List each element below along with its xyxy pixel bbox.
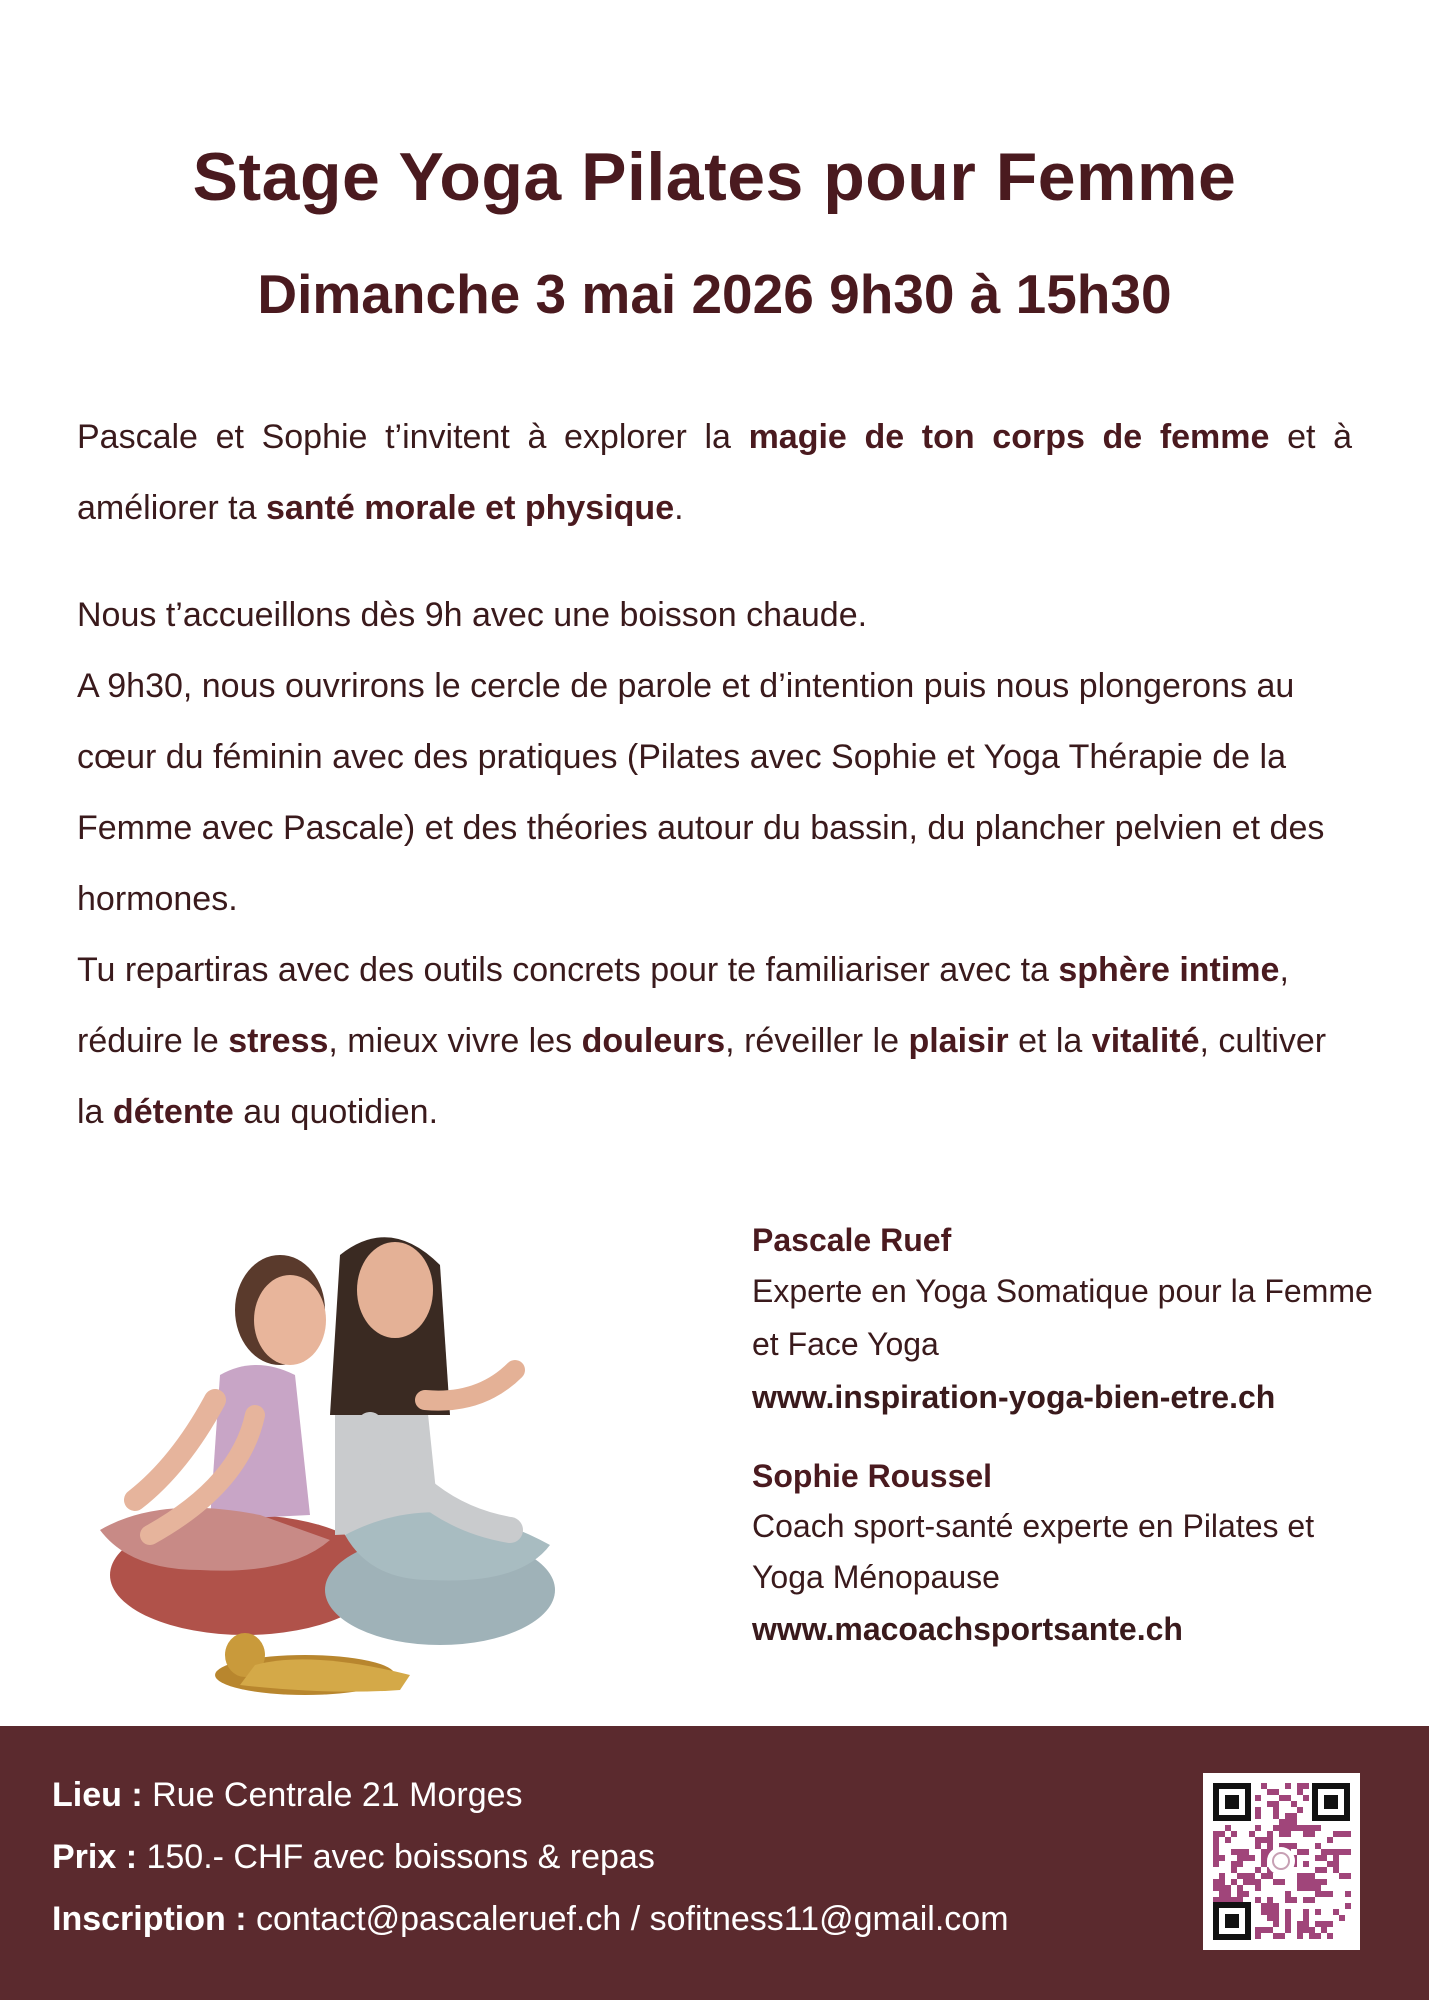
qr-module: [1303, 1873, 1309, 1879]
qr-module: [1333, 1831, 1339, 1837]
qr-module: [1279, 1825, 1285, 1831]
qr-module: [1267, 1843, 1273, 1849]
bio-website-link[interactable]: www.macoachsportsante.ch: [752, 1611, 1183, 1647]
qr-module: [1225, 1891, 1231, 1897]
qr-module: [1267, 1927, 1273, 1933]
qr-module: [1213, 1885, 1219, 1891]
qr-module: [1267, 1873, 1273, 1879]
qr-module: [1297, 1825, 1303, 1831]
qr-module: [1255, 1843, 1261, 1849]
qr-module: [1303, 1861, 1309, 1867]
qr-module: [1237, 1885, 1243, 1891]
qr-module: [1255, 1837, 1261, 1843]
qr-module: [1267, 1831, 1273, 1837]
qr-module: [1285, 1915, 1291, 1921]
qr-module: [1267, 1837, 1273, 1843]
qr-module: [1321, 1849, 1327, 1855]
qr-module: [1219, 1855, 1225, 1861]
qr-module: [1345, 1849, 1351, 1855]
qr-module: [1237, 1855, 1243, 1861]
qr-module: [1315, 1855, 1321, 1861]
qr-module: [1303, 1783, 1309, 1789]
qr-module: [1273, 1921, 1279, 1927]
intro-text: Pascale et Sophie t’invitent à explorer la: [77, 418, 749, 456]
qr-module: [1231, 1861, 1237, 1867]
info-value: contact@pascaleruef.ch / sofitness11@gmail.com: [246, 1900, 1009, 1938]
qr-module: [1273, 1915, 1279, 1921]
details-highlight: stress: [228, 1022, 329, 1060]
qr-module: [1297, 1927, 1303, 1933]
qr-module: [1243, 1849, 1249, 1855]
qr-module: [1249, 1879, 1255, 1885]
qr-module: [1327, 1861, 1333, 1867]
details-highlight: sphère intime: [1058, 951, 1280, 989]
intro-text: .: [674, 489, 684, 527]
details-text: Tu repartiras avec des outils concrets pour te familiariser avec ta: [77, 951, 1059, 989]
qr-module: [1267, 1909, 1273, 1915]
qr-module: [1303, 1897, 1309, 1903]
intro-highlight: magie de ton corps de femme: [748, 418, 1270, 456]
qr-module: [1249, 1873, 1255, 1879]
info-value: 150.- CHF avec boissons & repas: [137, 1838, 655, 1876]
qr-module: [1255, 1933, 1261, 1939]
bio-name: Sophie Roussel: [752, 1458, 993, 1494]
qr-module: [1303, 1885, 1309, 1891]
qr-module: [1237, 1861, 1243, 1867]
qr-module: [1303, 1909, 1309, 1915]
details-text: , cultiver la: [77, 1022, 1327, 1131]
qr-module: [1273, 1801, 1279, 1807]
qr-module: [1297, 1789, 1303, 1795]
qr-module: [1261, 1873, 1267, 1879]
qr-module: [1261, 1783, 1267, 1789]
qr-module: [1267, 1897, 1273, 1903]
qr-module: [1303, 1879, 1309, 1885]
qr-module: [1303, 1795, 1309, 1801]
qr-module: [1231, 1867, 1237, 1873]
details-benefits: [77, 935, 1352, 1148]
qr-module: [1345, 1873, 1351, 1879]
bio-sophie: [752, 1451, 1392, 1656]
qr-module: [1297, 1885, 1303, 1891]
qr-module: [1261, 1909, 1267, 1915]
qr-module: [1255, 1927, 1261, 1933]
details-highlight: plaisir: [908, 1022, 1009, 1060]
bio-website-link[interactable]: www.inspiration-yoga-bien-etre.ch: [752, 1379, 1276, 1415]
qr-module: [1219, 1873, 1225, 1879]
qr-module: [1279, 1795, 1285, 1801]
qr-module: [1231, 1879, 1237, 1885]
qr-module: [1273, 1933, 1279, 1939]
qr-module: [1345, 1903, 1351, 1909]
qr-module: [1303, 1915, 1309, 1921]
qr-module: [1309, 1933, 1315, 1939]
qr-module: [1279, 1879, 1285, 1885]
qr-module: [1255, 1825, 1261, 1831]
qr-module: [1333, 1909, 1339, 1915]
qr-module: [1339, 1873, 1345, 1879]
qr-module: [1285, 1819, 1291, 1825]
intro-paragraph: [77, 402, 1352, 544]
qr-code[interactable]: [1203, 1773, 1360, 1950]
qr-module: [1297, 1873, 1303, 1879]
details-highlight: vitalité: [1091, 1022, 1200, 1060]
qr-module: [1291, 1801, 1297, 1807]
qr-module: [1315, 1933, 1321, 1939]
qr-module: [1315, 1909, 1321, 1915]
qr-module: [1213, 1849, 1219, 1855]
qr-module: [1285, 1795, 1291, 1801]
qr-module: [1315, 1921, 1321, 1927]
qr-module: [1309, 1897, 1315, 1903]
qr-module: [1255, 1795, 1261, 1801]
qr-module: [1303, 1921, 1309, 1927]
qr-module: [1297, 1879, 1303, 1885]
qr-module: [1213, 1843, 1219, 1849]
qr-module: [1261, 1849, 1267, 1855]
bio-pascale: [752, 1215, 1392, 1424]
qr-module: [1273, 1825, 1279, 1831]
qr-module: [1273, 1879, 1279, 1885]
qr-module: [1219, 1885, 1225, 1891]
details-welcome: Nous t’accueillons dès 9h avec une boisson chaude.: [77, 596, 868, 634]
qr-module: [1213, 1861, 1219, 1867]
qr-module: [1321, 1855, 1327, 1861]
details-text: , réduire le: [77, 951, 1289, 1060]
qr-module: [1243, 1855, 1249, 1861]
qr-module: [1285, 1825, 1291, 1831]
qr-module: [1315, 1843, 1321, 1849]
qr-module: [1237, 1849, 1243, 1855]
qr-module: [1327, 1921, 1333, 1927]
qr-module: [1285, 1813, 1291, 1819]
qr-module: [1273, 1789, 1279, 1795]
qr-module: [1261, 1927, 1267, 1933]
qr-module: [1273, 1807, 1279, 1813]
qr-module: [1297, 1921, 1303, 1927]
qr-module: [1219, 1879, 1225, 1885]
qr-module: [1231, 1849, 1237, 1855]
details-paragraph: [77, 580, 1352, 1148]
qr-module: [1291, 1813, 1297, 1819]
qr-module: [1309, 1873, 1315, 1879]
qr-module: [1315, 1885, 1321, 1891]
qr-module: [1213, 1837, 1219, 1843]
qr-module: [1213, 1879, 1219, 1885]
details-highlight: détente: [112, 1093, 234, 1131]
qr-module: [1333, 1861, 1339, 1867]
qr-module: [1237, 1891, 1243, 1897]
details-text: et la: [1008, 1022, 1092, 1060]
qr-module: [1261, 1837, 1267, 1843]
qr-module: [1327, 1891, 1333, 1897]
qr-module: [1285, 1783, 1291, 1789]
intro-text: et à améliorer ta: [77, 418, 1352, 527]
qr-module: [1309, 1831, 1315, 1837]
qr-module: [1243, 1873, 1249, 1879]
qr-module: [1261, 1855, 1267, 1861]
qr-module: [1261, 1861, 1267, 1867]
qr-module: [1297, 1849, 1303, 1855]
qr-module: [1315, 1867, 1321, 1873]
qr-module: [1291, 1825, 1297, 1831]
qr-module: [1267, 1903, 1273, 1909]
qr-module: [1255, 1867, 1261, 1873]
qr-module: [1345, 1891, 1351, 1897]
qr-module: [1321, 1927, 1327, 1933]
qr-module: [1321, 1921, 1327, 1927]
qr-module: [1213, 1831, 1219, 1837]
qr-module: [1297, 1807, 1303, 1813]
qr-module: [1309, 1825, 1315, 1831]
qr-module: [1219, 1891, 1225, 1897]
qr-module: [1339, 1849, 1345, 1855]
info-location: [52, 1776, 523, 1815]
qr-module: [1213, 1855, 1219, 1861]
instructors-bios: [752, 1215, 1392, 1656]
info-label: Prix :: [52, 1838, 138, 1876]
qr-module: [1255, 1879, 1261, 1885]
qr-module: [1267, 1915, 1273, 1921]
qr-module: [1285, 1927, 1291, 1933]
info-label: Inscription :: [52, 1900, 247, 1938]
qr-module: [1291, 1897, 1297, 1903]
qr-module: [1291, 1819, 1297, 1825]
qr-module: [1261, 1903, 1267, 1909]
qr-module: [1315, 1891, 1321, 1897]
qr-module: [1255, 1897, 1261, 1903]
page-title: Stage Yoga Pilates pour Femme: [192, 139, 1237, 215]
qr-module: [1327, 1837, 1333, 1843]
details-text: , mieux vivre les: [328, 1022, 582, 1060]
details-text: , réveiller le: [725, 1022, 909, 1060]
qr-module: [1303, 1825, 1309, 1831]
qr-module: [1225, 1885, 1231, 1891]
bio-name: Pascale Ruef: [752, 1222, 952, 1258]
qr-module: [1321, 1879, 1327, 1885]
qr-module: [1321, 1867, 1327, 1873]
bio-description: Coach sport-santé experte en Pilates et Yoga Ménopause: [752, 1508, 1315, 1595]
qr-module: [1219, 1831, 1225, 1837]
qr-module: [1273, 1903, 1279, 1909]
qr-module: [1315, 1879, 1321, 1885]
qr-module: [1333, 1849, 1339, 1855]
details-text: au quotidien.: [233, 1093, 439, 1131]
qr-module: [1285, 1921, 1291, 1927]
instructors-photo: [80, 1185, 640, 1725]
qr-module: [1339, 1915, 1345, 1921]
qr-module: [1303, 1849, 1309, 1855]
qr-module: [1249, 1831, 1255, 1837]
qr-module: [1279, 1831, 1285, 1837]
qr-module: [1333, 1867, 1339, 1873]
details-program: A 9h30, nous ouvrirons le cercle de parole et d’intention puis nous plongerons au cœur du féminin avec des pratiques (Pilates avec Sophie et Yoga Thérapie de la Femme avec Pascale) et des théories autour du bassin, du plancher pelvien et des hormones.: [77, 667, 1325, 918]
qr-module: [1273, 1909, 1279, 1915]
qr-module: [1225, 1825, 1231, 1831]
info-price: [52, 1838, 655, 1877]
qr-module: [1285, 1909, 1291, 1915]
qr-module: [1327, 1849, 1333, 1855]
qr-module: [1309, 1927, 1315, 1933]
qr-module: [1339, 1831, 1345, 1837]
qr-module: [1225, 1837, 1231, 1843]
qr-module: [1291, 1843, 1297, 1849]
qr-module: [1285, 1897, 1291, 1903]
qr-module: [1279, 1933, 1285, 1939]
qr-module: [1273, 1813, 1279, 1819]
qr-module: [1255, 1885, 1261, 1891]
qr-module: [1297, 1933, 1303, 1939]
qr-module: [1315, 1825, 1321, 1831]
intro-highlight: santé morale et physique: [265, 489, 675, 527]
details-highlight: douleurs: [581, 1022, 726, 1060]
qr-module: [1309, 1885, 1315, 1891]
info-value: Rue Centrale 21 Morges: [142, 1776, 523, 1814]
qr-module: [1237, 1873, 1243, 1879]
qr-module: [1279, 1819, 1285, 1825]
qr-module: [1303, 1927, 1309, 1933]
qr-module: [1303, 1831, 1309, 1837]
qr-module: [1327, 1933, 1333, 1939]
info-registration: [52, 1900, 1009, 1939]
qr-module: [1255, 1807, 1261, 1813]
qr-module: [1285, 1831, 1291, 1837]
qr-module: [1243, 1891, 1249, 1897]
qr-module: [1333, 1855, 1339, 1861]
qr-module: [1231, 1831, 1237, 1837]
qr-module: [1297, 1783, 1303, 1789]
qr-module: [1345, 1831, 1351, 1837]
event-date: Dimanche 3 mai 2026 9h30 à 15h30: [257, 263, 1172, 325]
qr-module: [1285, 1891, 1291, 1897]
bio-description: Experte en Yoga Somatique pour la Femme et Face Yoga: [752, 1273, 1373, 1362]
qr-module: [1255, 1813, 1261, 1819]
qr-module: [1249, 1855, 1255, 1861]
qr-module: [1243, 1879, 1249, 1885]
qr-module: [1309, 1879, 1315, 1885]
info-label: Lieu :: [52, 1776, 143, 1814]
qr-module: [1267, 1801, 1273, 1807]
qr-module: [1267, 1789, 1273, 1795]
qr-module: [1321, 1891, 1327, 1897]
